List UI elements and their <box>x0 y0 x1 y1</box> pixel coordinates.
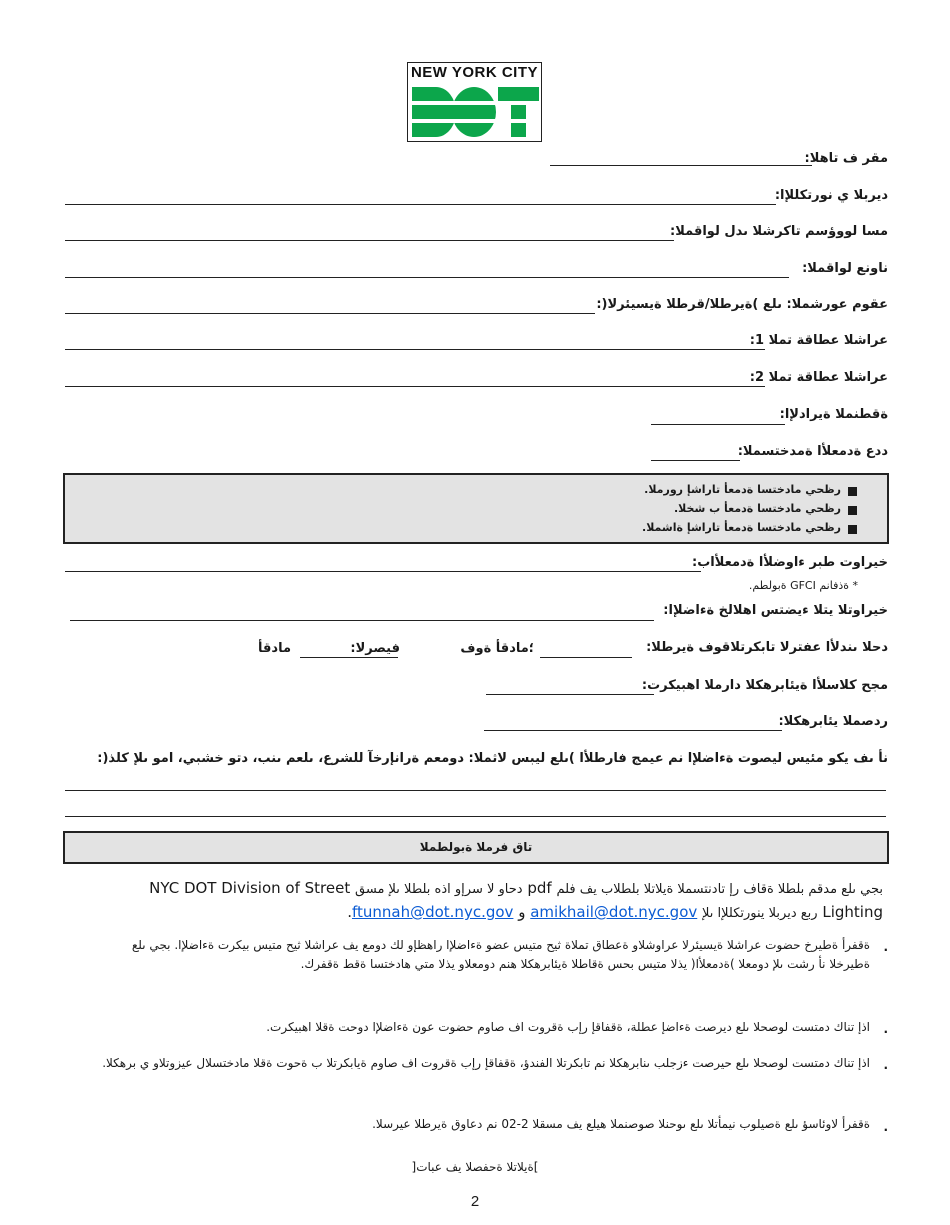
bullet-dot: . <box>883 1058 888 1072</box>
cable-dimensions-label: مجح كلاسلأا ةيئابرهكلا دارملا اهبيكرت: <box>641 678 888 693</box>
event-location-line[interactable] <box>65 313 595 314</box>
safety-line-1[interactable] <box>65 790 886 791</box>
restriction-option: رظحي مادختسا ةدمعأ تاراشإ رورملا. <box>644 483 841 496</box>
sidewalk-height-line[interactable] <box>300 657 398 658</box>
org-name-rest: Lighting <box>822 903 883 921</box>
email-join: و <box>518 903 526 921</box>
units-count-label: ددع ةدمعلأا ةمدختسملا: <box>737 444 888 459</box>
request-number-label: مقر ف تاهلا: <box>804 151 888 166</box>
street-1-line[interactable] <box>65 349 765 350</box>
email-2-link[interactable]: ftunnah@dot.nyc.gov <box>351 903 514 921</box>
units-count-line[interactable] <box>651 460 740 461</box>
intro-arabic-2: دحاو لا سرإو اذه بلطلا ىلإ مسق <box>355 882 523 897</box>
restriction-option: رظحي مادختسا ةدمعأ ب شخلا. <box>673 502 841 515</box>
request-number-line[interactable] <box>550 165 812 166</box>
continued-note: ]ةيلاتلا ةحفصلا يف عبات[ <box>411 1160 539 1174</box>
period: . <box>347 903 352 921</box>
lighting-line[interactable] <box>65 571 701 572</box>
restrictions-box <box>63 473 889 544</box>
requirement-item: ةقفرأ لاوئاسؤ ىلع ةصيلوب نيمأتلا ىلع ىوحنلا صوصنملا هيلع يف مسقلا 2-02 نم دعاوق ةيرطلا عيرسلا. <box>372 1117 870 1131</box>
bullet-dot: . <box>883 940 888 954</box>
power-source-label: ردصملا يئابرهكلا: <box>778 714 888 729</box>
org-name-first: NYC DOT Division of Street <box>149 879 351 897</box>
height-unit-text: ؛مادقأ ةوف <box>460 641 534 656</box>
nyc-dot-logo <box>407 62 542 142</box>
min-height-line[interactable] <box>540 657 632 658</box>
requirement-item: ةقفرأ ةطيرخ حضوت عراشلا ةيسيئرلا عراوشلاو ةعطاق تملاة ثيح متيس عضو ةءاضلإا راهظإو لك دومع يف عراشلا ثيح متيس بيكرت ةءاضلإا. بجي ىلع ةطيرخلا نأ رشت ىلإ دومعلا )ةدمعلأا( يذلا متيس بحس ةقاطلا ةيئابرهكلا هنم دومعلاو يذلا متي هادختسا ةقط ةقفرك. <box>131 938 870 971</box>
event-location-label: عقوم عورشملا: ىلع )ةيرطلا/قرطلا ةيسيئرلا(: <box>596 297 888 312</box>
logo-title: NEW YORK CITY <box>410 64 539 81</box>
contractor-name-line[interactable] <box>65 204 776 205</box>
restriction-option: رظحي مادختسا ةدمعأ تاراشإ ةاشملا. <box>642 521 841 534</box>
lighting-label: خيراوت طبر ءاوضلأا ةدمعلأاب: <box>692 555 888 570</box>
bullet-dot: . <box>883 1022 888 1036</box>
power-source-line[interactable] <box>484 730 782 731</box>
sidewalk-label: فيصرلا: <box>350 641 400 656</box>
district-line[interactable] <box>651 424 785 425</box>
lighting-removal-line[interactable] <box>70 620 654 621</box>
bullet-square-icon <box>848 506 857 515</box>
requirements-header: تاق فرملا ةبولطملا <box>63 831 889 864</box>
contractor-address-label: ناونع لواقملا: <box>802 261 888 276</box>
street-2-label: عراشلا عطاقة تملا 2: <box>749 370 888 385</box>
email-prefix: ربع ديربلا ينورتكللإا ىلإ <box>702 906 818 921</box>
bullet-dot: . <box>883 1120 888 1134</box>
safety-description-label: نأ ىف يكو مئيس ليصوت ةءاضلإا نم عيمج فارطلأا )ىلع ليبس لاثملا: دومعم ةرانإرخآ للشرع، ىلعم ىنب، دتو خشبي، امو ىلإ كلذ(: <box>97 751 888 766</box>
street-2-line[interactable] <box>65 386 765 387</box>
bullet-square-icon <box>848 525 857 534</box>
feet-unit-text: مادقأ <box>258 641 291 656</box>
safety-line-2[interactable] <box>65 816 886 817</box>
dot-logo-mark <box>410 85 541 139</box>
requirement-item: اذإ تناك دمتست لوصحلا ىلع حيرصت ءزجلب ىنابرهكلا نم تابكرتلا الفندؤ، ةقفاقإ رإب ةقروت اف صاوم ةيابكرتلا ب ةحوت ةقلا مادختسلال عيزوتلاو ي برهكلا. <box>102 1056 870 1070</box>
company-address-line[interactable] <box>65 240 674 241</box>
contractor-address-line[interactable] <box>65 277 789 278</box>
page-number: 2 <box>470 1193 480 1210</box>
intro-arabic: بجي ىلع مدقم بلطلا ةقاف رإ تادنتسملا ةيلاتلا بلطلاب يف فلم <box>556 882 883 897</box>
district-label: ةقطنملا ةيرادلإا: <box>779 407 888 422</box>
pdf-text: pdf <box>527 879 552 897</box>
company-address-label: مسا لووؤسم تاكرشلا ىدل لواقملا: <box>670 224 888 239</box>
requirements-intro <box>70 877 883 925</box>
email-1-link[interactable]: amikhail@dot.nyc.gov <box>530 903 698 921</box>
min-height-label: دحلا ىندلأا عفترلا تابكرتلاقوف ةيرطلا: <box>646 640 888 655</box>
street-1-label: عراشلا عطاقة تملا 1: <box>749 333 888 348</box>
gfci-note: * ةذفانم GFCI ةبولطم. <box>748 579 858 592</box>
contractor-name-label: ديربلا ي نورتكللإا: <box>774 188 888 203</box>
cable-dimensions-line[interactable] <box>486 694 654 695</box>
lighting-removal-label: خيراوتلا يتلا ءيضتس اهلالخ ةءاضلإا: <box>663 603 888 618</box>
requirement-item: اذإ تناك دمتست لوصحلا ىلع ديرصت ةءاضإ عطلة، ةقفاقإ رإب ةقروت اف صاوم حضوت عون ةءاضلإا دوحت ةقلا اهبيكرت. <box>266 1020 870 1034</box>
bullet-square-icon <box>848 487 857 496</box>
